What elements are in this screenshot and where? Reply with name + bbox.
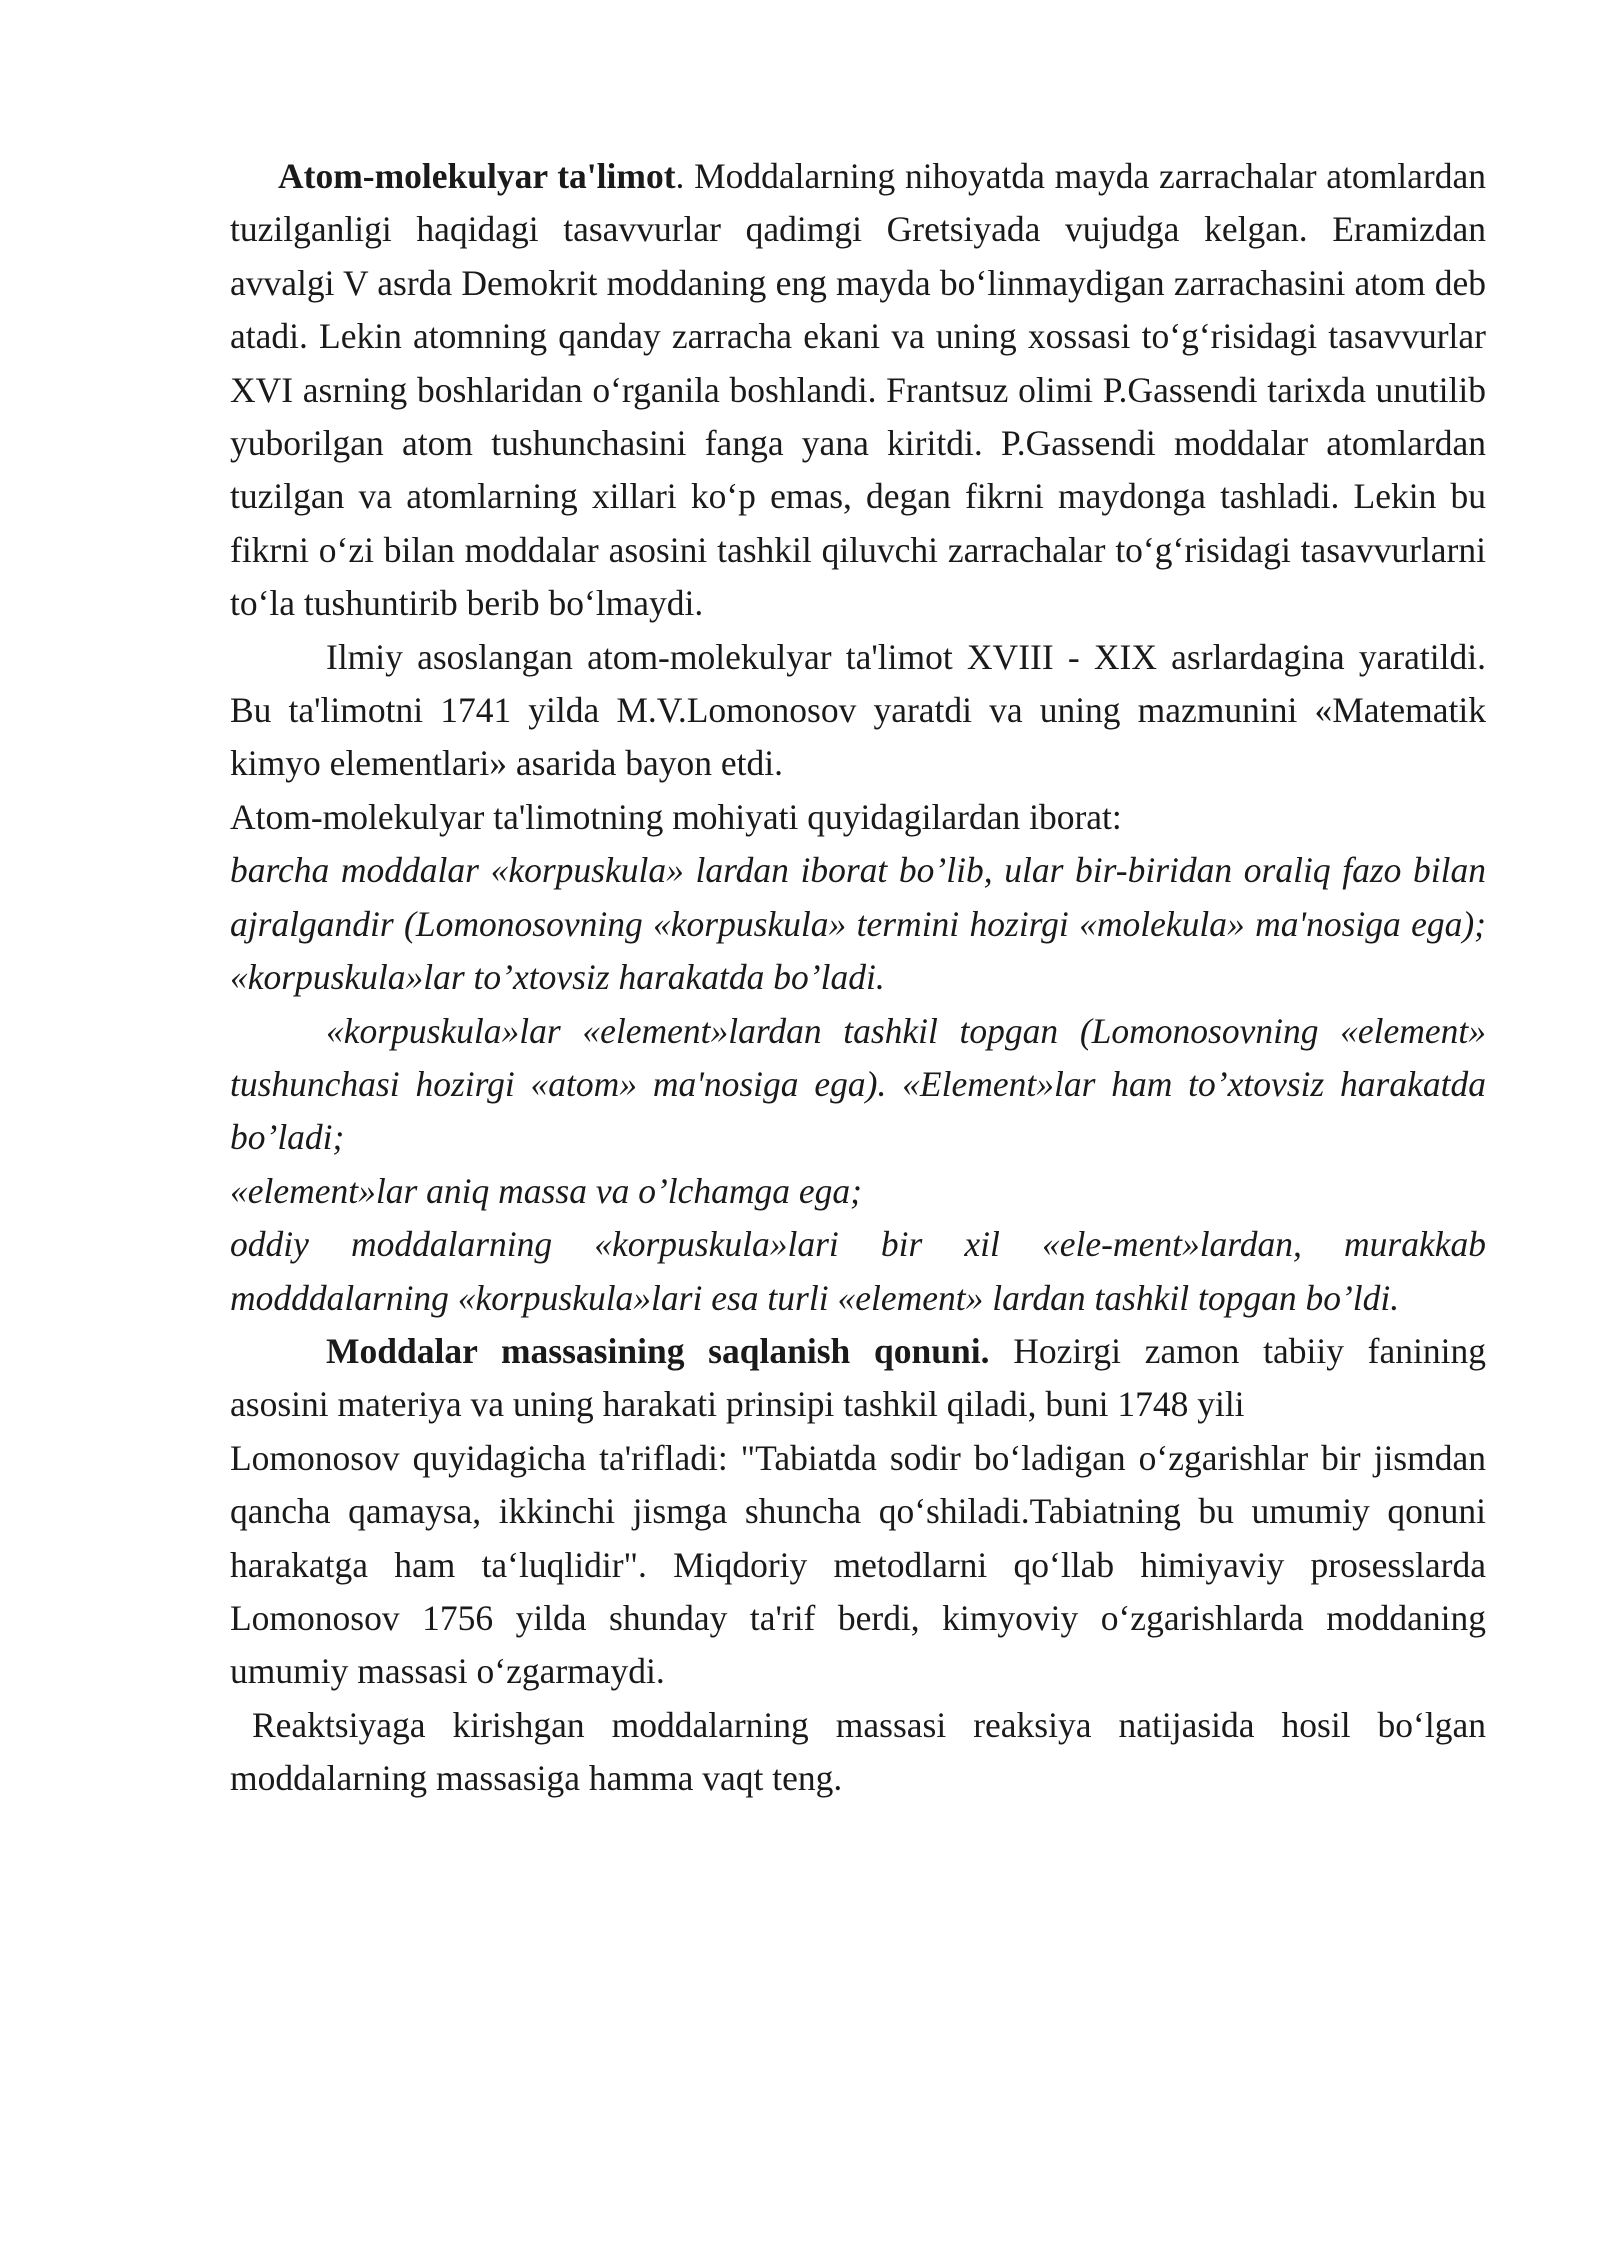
paragraph-italic-corpuscle: barcha moddalar «korpuskula» lardan iborat bo’lib, ular bir-biridan oraliq fazo bilan ajralgandir (Lomonosovning «korpuskula» termini hozirgi «molekula» ma'nosiga ega); «korpuskula»lar to’xtovsiz harakatda bo’ladi.	[230, 850, 1486, 998]
paragraph-text: . Moddalarning nihoyatda mayda zarrachalar atomlardan tuzilganligi haqidagi tasavvurlar qadimgi Gretsiyada vujudga kelgan. Eramizdan avvalgi V asrda Demokrit moddaning eng mayda bo‘linmaydigan zarrachasini atom deb atadi. Lekin atomning qanday zarracha ekani va uning xossasi to‘g‘risidagi tasavvurlar XVI asrning boshlaridan o‘rganila boshlandi. Frantsuz olimi P.Gassendi tarixda unutilib yuborilgan atom tushunchasini fanga yana kiritdi. P.Gassendi moddalar atomlardan tuzilgan va atomlarning xillari ko‘p emas, degan fikrni maydonga tashladi. Lekin bu fikrni o‘zi bilan moddalar asosini tashkil qiluvchi zarrachalar to‘g‘risidagi tasavvurlarni to‘la tushuntirib berib bo‘lmaydi.	[230, 156, 1486, 624]
paragraph-italic-simple-substances: oddiy moddalarning «korpuskula»lari bir xil «ele-ment»lardan, murakkab modddalarning «korpuskula»lari esa turli «element» lardan tashkil topgan bo’ldi.	[230, 1224, 1486, 1318]
paragraph-reaction-mass: Reaktsiyaga kirishgan moddalarning massasi reaksiya natijasida hosil bo‘lgan moddalarning massasiga hamma vaqt teng.	[230, 1704, 1486, 1799]
paragraph-mass-conservation	[230, 1325, 1486, 1432]
paragraph-lomonosov-theory: Ilmiy asoslangan atom-molekulyar ta'limot XVIII - XIX asrlardagina yaratildi. Bu ta'limotni 1741 yilda M.V.Lomonosov yaratdi va uning mazmunini «Matematik kimyo elementlari» asarida bayon etdi.	[230, 636, 1486, 784]
paragraph-lomonosov-definition: Lomonosov quyidagicha ta'rifladi: "Tabiatda sodir bo‘ladigan o‘zgarishlar bir jismdan qancha qamaysa, ikkinchi jismga shuncha qo‘shiladi.Tabiatning bu umumiy qonuni harakatga ham ta‘luqlidir". Miqdoriy metodlarni qo‘llab himiyaviy prosesslarda Lomonosov 1756 yilda shunday ta'rif berdi, kimyoviy o‘zgarishlarda moddaning umumiy massasi o‘zgarmaydi.	[230, 1437, 1486, 1692]
section-heading-mass-conservation: Moddalar massasining saqlanish qonuni.	[326, 1330, 990, 1371]
document-page	[230, 150, 1486, 1806]
paragraph-italic-element: «korpuskula»lar «element»lardan tashkil topgan (Lomonosovning «element» tushunchasi hozirgi «atom» ma'nosiga ega). «Element»lar ham to’xtovsiz harakatda bo’ladi;	[230, 1010, 1486, 1158]
paragraph-atom-molecular-intro	[230, 150, 1486, 631]
paragraph-text: Hozirgi zamon tabiiy fanining asosini materiya va uning harakati prinsipi tashkil qiladi, buni 1748 yili	[230, 1330, 1486, 1425]
paragraph-italic-mass: «element»lar aniq massa va o’lchamga ega;	[230, 1170, 862, 1211]
paragraph-essence-intro: Atom-molekulyar ta'limotning mohiyati quyidagilardan iborat:	[230, 796, 1122, 837]
section-heading-atom-molecular: Atom-molekulyar ta'limot	[278, 156, 676, 196]
